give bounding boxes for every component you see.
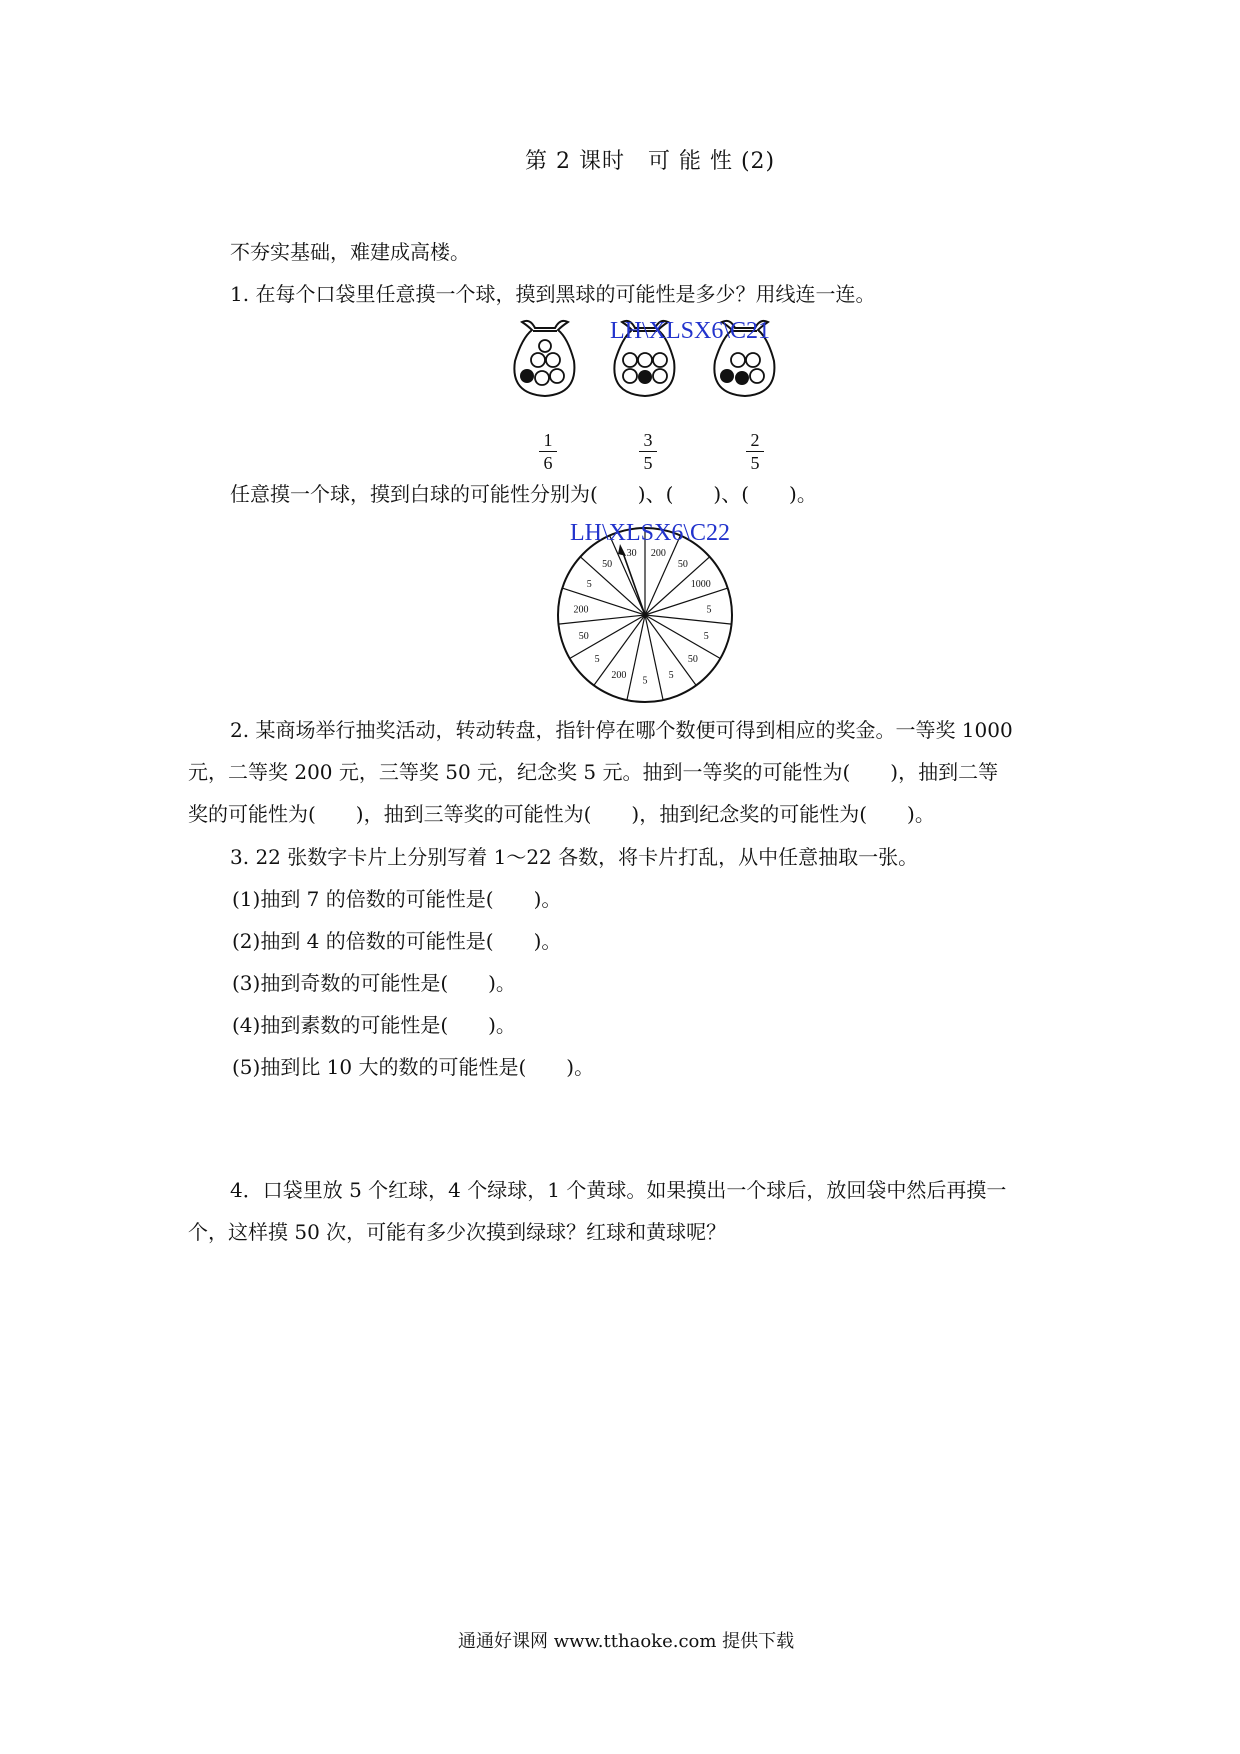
question-4-line-2: 个，这样摸 50 次，可能有多少次摸到绿球？红球和黄球呢？ <box>188 1220 727 1244</box>
question-4-line-1: 4．口袋里放 5 个红球，4 个绿球，1 个黄球。如果摸出一个球后，放回袋中然后再摸一 <box>230 1178 1007 1202</box>
question-3-item-4: (4)抽到素数的可能性是( )。 <box>232 1013 516 1037</box>
wheel-label: 50 <box>578 630 589 642</box>
wheel-label: 5 <box>594 654 600 666</box>
wheel-label: 200 <box>573 604 589 616</box>
fraction-1-denominator: 6 <box>543 453 553 473</box>
fraction-bar <box>639 451 657 452</box>
wheel-label: 5 <box>706 604 712 616</box>
wheel-label: 50 <box>677 558 688 570</box>
bag-1 <box>514 321 574 396</box>
watermark-2: LH\XLSX6\C22 <box>570 520 731 546</box>
wheel-label: 200 <box>650 548 666 560</box>
wheel-label: 1000 <box>690 578 711 590</box>
question-3-item-2: (2)抽到 4 的倍数的可能性是( )。 <box>232 929 562 953</box>
question-2-line-2: 元，二等奖 200 元，三等奖 50 元，纪念奖 5 元。抽到一等奖的可能性为( )，抽到二等 <box>188 760 999 784</box>
page-title: 第 2 课时 可 能 性 (2) <box>525 149 776 174</box>
fraction-3 <box>740 430 770 473</box>
motto: 不夯实基础，难建成高楼。 <box>230 240 470 264</box>
fraction-3-numerator: 2 <box>750 430 760 450</box>
watermark-1: LH\XLSX6\C21 <box>610 318 771 344</box>
fraction-2-numerator: 3 <box>643 430 653 450</box>
question-3-item-1: (1)抽到 7 的倍数的可能性是( )。 <box>232 887 562 911</box>
fraction-2 <box>633 430 663 473</box>
fraction-bar <box>539 451 557 452</box>
question-2-line-1: 2. 某商场举行抽奖活动，转动转盘，指针停在哪个数便可得到相应的奖金。一等奖 1000 <box>230 718 1013 742</box>
question-3-item-5: (5)抽到比 10 大的数的可能性是( )。 <box>232 1055 595 1079</box>
question-3-item-3: (3)抽到奇数的可能性是( )。 <box>232 971 516 995</box>
fraction-1 <box>533 430 563 473</box>
wheel-label: 30 <box>626 548 637 560</box>
question-2-line-3: 奖的可能性为( )，抽到三等奖的可能性为( )，抽到纪念奖的可能性为( )。 <box>188 802 935 826</box>
fraction-3-denominator: 5 <box>750 453 760 473</box>
fraction-bar <box>746 451 764 452</box>
question-1-text: 1. 在每个口袋里任意摸一个球，摸到黑球的可能性是多少？用线连一连。 <box>230 282 876 306</box>
wheel-label: 5 <box>642 675 648 687</box>
wheel-label: 50 <box>687 654 698 666</box>
wheel-label: 50 <box>602 558 613 570</box>
wheel-label: 5 <box>586 578 592 590</box>
page-footer: 通通好课网 www.tthaoke.com 提供下载 <box>458 1631 795 1652</box>
wheel-label: 5 <box>703 630 709 642</box>
fraction-2-denominator: 5 <box>643 453 653 473</box>
wheel-label: 200 <box>611 669 627 681</box>
wheel-divider <box>645 588 728 615</box>
question-3-text: 3. 22 张数字卡片上分别写着 1～22 各数，将卡片打乱，从中任意抽取一张。 <box>230 845 919 869</box>
spinner-wheel <box>550 520 740 710</box>
question-1-followup: 任意摸一个球，摸到白球的可能性分别为( )、( )、( )。 <box>230 482 817 506</box>
wheel-label: 5 <box>668 669 674 681</box>
fraction-1-numerator: 1 <box>543 430 553 450</box>
